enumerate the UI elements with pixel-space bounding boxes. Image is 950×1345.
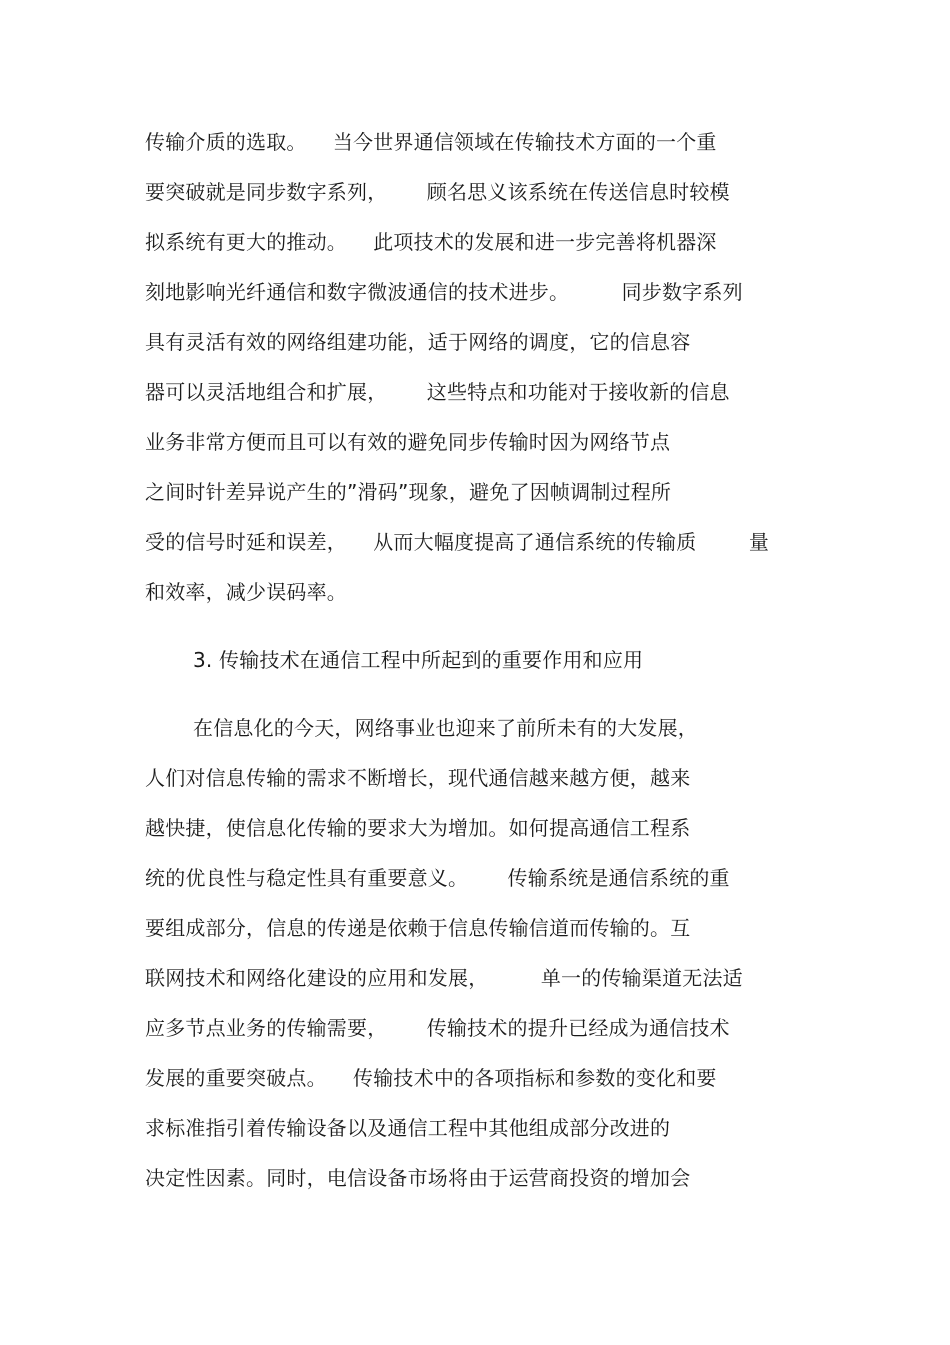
paragraph-1-line: 器可以灵活地组合和扩展， 这些特点和功能对于接收新的信息 (145, 380, 730, 404)
paragraph-2-line: 要组成部分，信息的传递是依赖于信息传输信道而传输的。互 (145, 916, 691, 940)
paragraph-2-line: 人们对信息传输的需求不断增长，现代通信越来越方便，越来 (145, 766, 691, 790)
paragraph-1-line: 要突破就是同步数字系列， 顾名思义该系统在传送信息时较模 (145, 180, 730, 204)
paragraph-2-line: 在信息化的今天，网络事业也迎来了前所未有的大发展， (193, 716, 698, 740)
paragraph-1-line: 传输介质的选取。 当今世界通信领域在传输技术方面的一个重 (145, 130, 717, 154)
paragraph-2-line: 联网技术和网络化建设的应用和发展， 单一的传输渠道无法适 (145, 966, 743, 990)
paragraph-2-line: 求标准指引着传输设备以及通信工程中其他组成部分改进的 (145, 1116, 671, 1140)
paragraph-1-line: 和效率，减少误码率。 (145, 580, 347, 604)
paragraph-1-line: 业务非常方便而且可以有效的避免同步传输时因为网络节点 (145, 430, 671, 454)
paragraph-1-line: 拟系统有更大的推动。 此项技术的发展和进一步完善将机器深 (145, 230, 717, 254)
paragraph-2-line: 决定性因素。同时，电信设备市场将由于运营商投资的增加会 (145, 1166, 691, 1190)
paragraph-2-line: 发展的重要突破点。 传输技术中的各项指标和参数的变化和要 (145, 1066, 717, 1090)
paragraph-1-line: 刻地影响光纤通信和数字微波通信的技术进步。 同步数字系列 (145, 280, 743, 304)
section-heading: 3. 传输技术在通信工程中所起到的重要作用和应用 (193, 648, 644, 672)
paragraph-2-line: 越快捷，使信息化传输的要求大为增加。如何提高通信工程系 (145, 816, 691, 840)
paragraph-1-line: 之间时针差异说产生的”滑码”现象，避免了因帧调制过程所 (145, 480, 672, 504)
paragraph-2-line: 统的优良性与稳定性具有重要意义。 传输系统是通信系统的重 (145, 866, 730, 890)
paragraph-1-line: 受的信号时延和误差， 从而大幅度提高了通信系统的传输质 量 (145, 530, 770, 554)
paragraph-1-line: 具有灵活有效的网络组建功能，适于网络的调度，它的信息容 (145, 330, 691, 354)
paragraph-2-line: 应多节点业务的传输需要， 传输技术的提升已经成为通信技术 (145, 1016, 730, 1040)
